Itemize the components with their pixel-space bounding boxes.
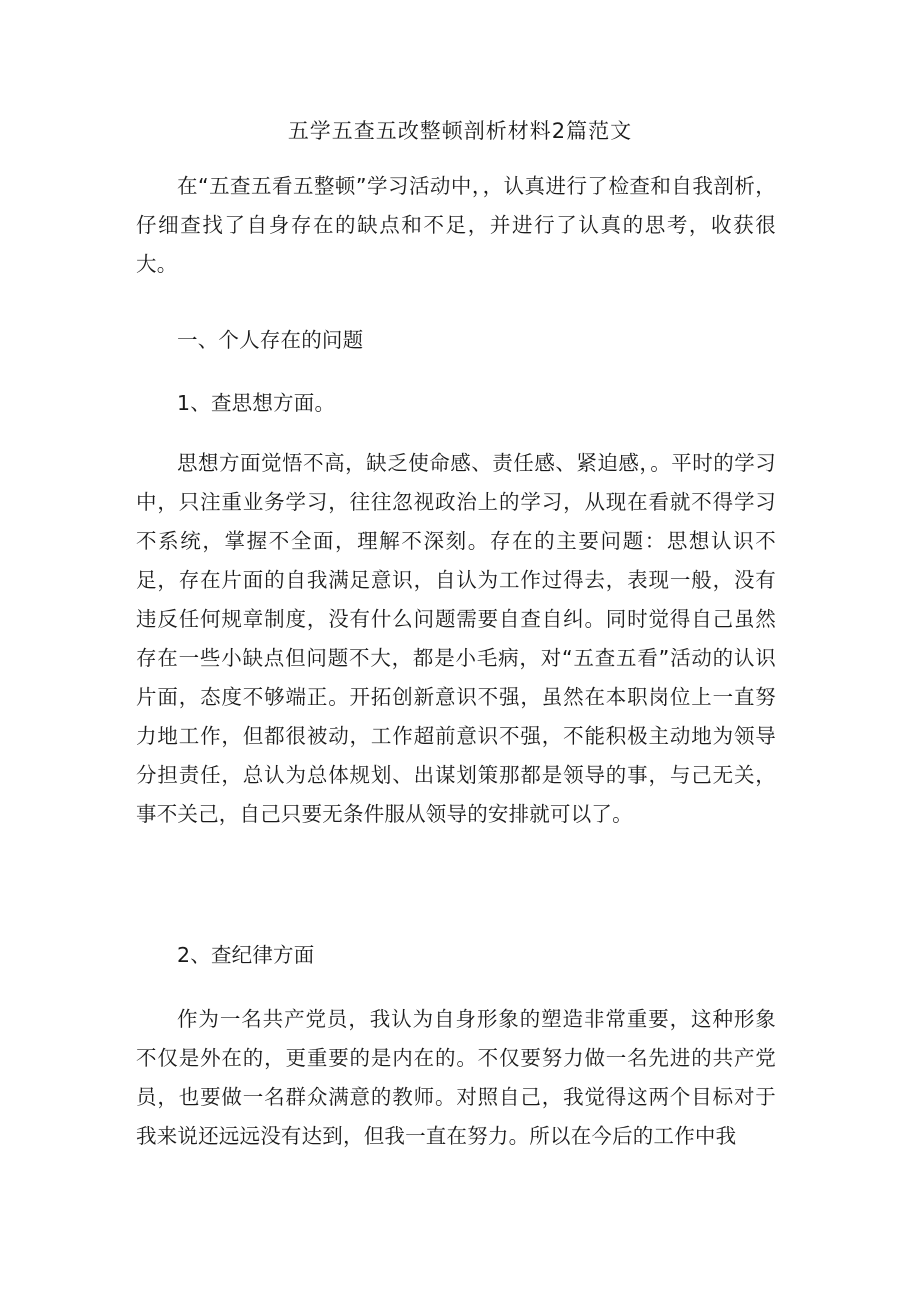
section-heading-block: [136, 321, 776, 360]
intro-block: [136, 167, 776, 284]
item-1-heading: 1、查思想方面。: [177, 391, 336, 415]
document-title: 五学五查五改整顿剖析材料2篇范文: [287, 119, 633, 143]
section-1-heading: 一、个人存在的问题: [177, 328, 364, 352]
intro-paragraph: 在“五查五看五整顿”学习活动中，，认真进行了检查和自我剖析，仔细查找了自身存在的缺点和不足，并进行了认真的思考，收获很大。: [136, 174, 776, 276]
item-1-paragraph: 思想方面觉悟不高，缺乏使命感、责任感、紧迫感，。平时的学习中，只注重业务学习，往往忽视政治上的学习，从现在看就不得学习不系统，掌握不全面，理解不深刻。存在的主要问题：思想认识不足，存在片面的自我满足意识，自认为工作过得去，表现一般，没有违反任何规章制度，没有什么问题需要自查自纠。同时觉得自己虽然存在一些小缺点但问题不大，都是小毛病，对“五查五看”活动的认识片面，态度不够端正。开拓创新意识不强，虽然在本职岗位上一直努力地工作，但都很被动，工作超前意识不强，不能积极主动地为领导分担责任，总认为总体规划、出谋划策那都是领导的事，与己无关，事不关己，自己只要无条件服从领导的安排就可以了。: [136, 451, 776, 826]
item-1-heading-block: [136, 384, 776, 423]
item-1-body-block: [136, 444, 776, 834]
item-2-body-block: [136, 1000, 776, 1156]
item-2-heading: 2、查纪律方面: [177, 943, 315, 967]
item-2-paragraph: 作为一名共产党员，我认为自身形象的塑造非常重要，这种形象不仅是外在的，更重要的是内在的。不仅要努力做一名先进的共产党员，也要做一名群众满意的教师。对照自己，我觉得这两个目标对于我来说还远远没有达到，但我一直在努力。所以在今后的工作中我: [136, 1007, 776, 1148]
item-2-heading-block: [136, 936, 776, 975]
